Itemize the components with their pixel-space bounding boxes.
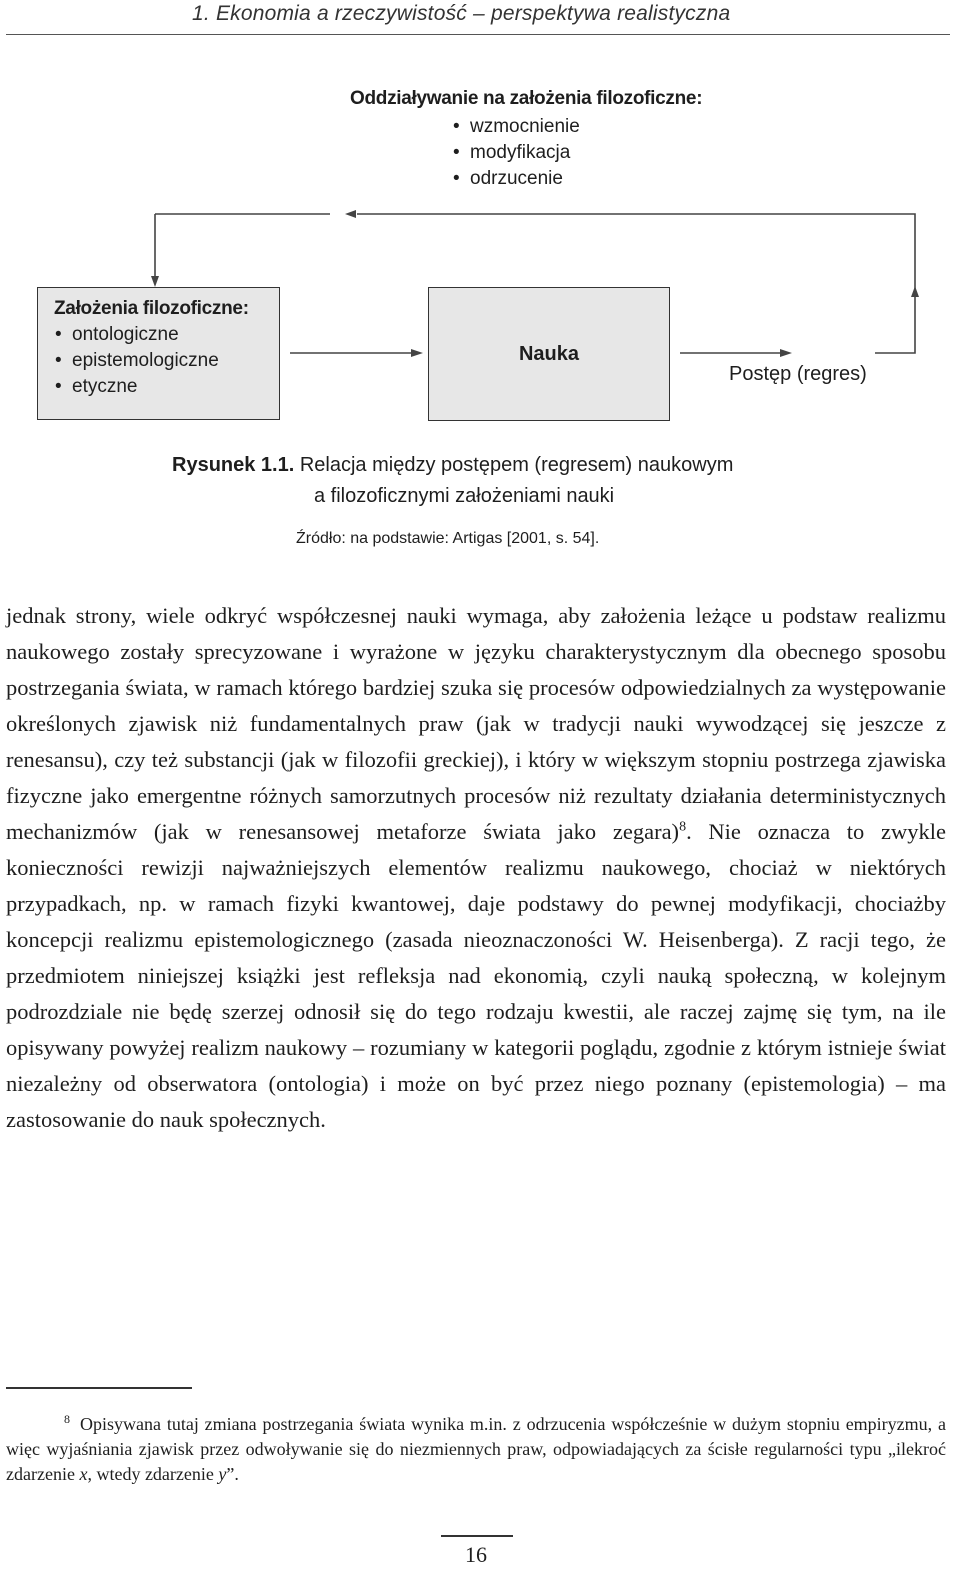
footnote — [6, 1407, 946, 1487]
assumptions-item: • ontologiczne — [72, 322, 279, 348]
page-number-rule — [441, 1535, 513, 1537]
footnote-text-b: , wtedy zdarzenie — [87, 1464, 219, 1484]
assumptions-title: Założenia filozoficzne: — [54, 298, 249, 319]
page-number: 16 — [465, 1542, 487, 1567]
feedback-top-line — [357, 214, 915, 294]
footnote-text-a: Opisywana tutaj zmiana postrzegania świata wynika m.in. z odrzucenia współcześnie w dużym stopniu empiryzmu, a więc wyjaśniania zjawisk przez odwoływanie się do niezmiennych praw, odpowiadających za ścisłe regularności typu „ilekroć zdarzenie — [6, 1414, 946, 1484]
assumptions-item: • epistemologiczne — [72, 348, 279, 374]
arrowhead-right — [780, 349, 792, 357]
footnote-reference[interactable]: 8 — [679, 819, 687, 835]
assumptions-box — [37, 287, 280, 420]
footnote-var-x: x — [79, 1464, 88, 1484]
figure-caption — [172, 450, 733, 512]
running-header: 1. Ekonomia a rzeczywistość – perspektywa realistyczna — [192, 2, 731, 25]
figure-source: Źródło: na podstawie: Artigas [2001, s. 54]. — [296, 530, 600, 547]
arrowhead-right — [411, 349, 423, 357]
arrowhead-left — [345, 210, 356, 218]
feedback-item: • odrzucenie — [470, 166, 702, 192]
arrowhead-up — [911, 286, 919, 297]
caption-label: Rysunek 1.1. — [172, 454, 295, 476]
footnote-text-c: ”. — [226, 1464, 239, 1484]
footnote-number: 8 — [64, 1412, 70, 1426]
feedback-item: • modyfikacja — [470, 140, 702, 166]
body-text-part-2: . Nie oznacza to zwykle konieczności rewizji najważniejszych elementów realizmu naukowego, chociaż w niektórych przypadkach, np. w ramach fizyki kwantowej, daje podstawy do pewnej modyfikacji, chociażby koncepcji realizmu epistemologicznego (zasada nieoznaczoności W. Heisenberga). Z racji tego, że przedmiotem niniejszej książki jest refleksja nad ekonomią, czyli nauką społeczną, w kolejnym podrozdziale nie będę szerzej odnosił się do tego rodzaju kwestii, ale raczej zajmę się tym, na ile opisywany powyżej realizm naukowy – rozumiany w kategorii poglądu, zgodnie z którym istnieje świat niezależny od obserwatora (ontologia) i może on być przez niego poznany (epistemologia) – ma zastosowanie do nauk społecznych. — [6, 819, 946, 1132]
footnote-var-y: y — [218, 1464, 227, 1484]
body-paragraph — [6, 598, 946, 1138]
footnote-rule — [6, 1387, 192, 1389]
feedback-loop-line — [875, 294, 915, 353]
caption-line-1: Relacja między postępem (regresem) naukowym — [299, 454, 734, 476]
science-box — [428, 287, 670, 421]
assumptions-list — [54, 322, 279, 400]
feedback-item: • wzmocnienie — [470, 114, 702, 140]
arrowhead-down — [151, 276, 159, 287]
science-label: Nauka — [518, 342, 580, 365]
progress-label: Postęp (regres) — [729, 363, 867, 385]
assumptions-item: • etyczne — [72, 374, 279, 400]
body-text-part-1: jednak strony, wiele odkryć współczesnej nauki wymaga, aby założenia leżące u podstaw realizmu naukowego zostały sprecyzowane i wyrażone w języku charakterystycznym dla obecnego sposobu postrzegania świata, w ramach którego bardziej szuka się procesów odpowiedzialnych za występowanie określonych zjawisk niż fundamentalnych praw (jak w tradycji nauki wywodzącej się jeszcze z renesansu), czy też substancji (jak w filozofii greckiej), i który w większym stopniu postrzega zjawiska fizyczne jako emergentne różnych samorzutnych procesów niż rezultaty działania deterministycznych mechanizmów (jak w renesansowej metaforze świata jako zegara) — [6, 603, 946, 844]
feedback-title: Oddziaływanie na założenia filozoficzne: — [350, 88, 703, 109]
caption-line-2: a filozoficznymi założeniami nauki — [314, 485, 615, 507]
